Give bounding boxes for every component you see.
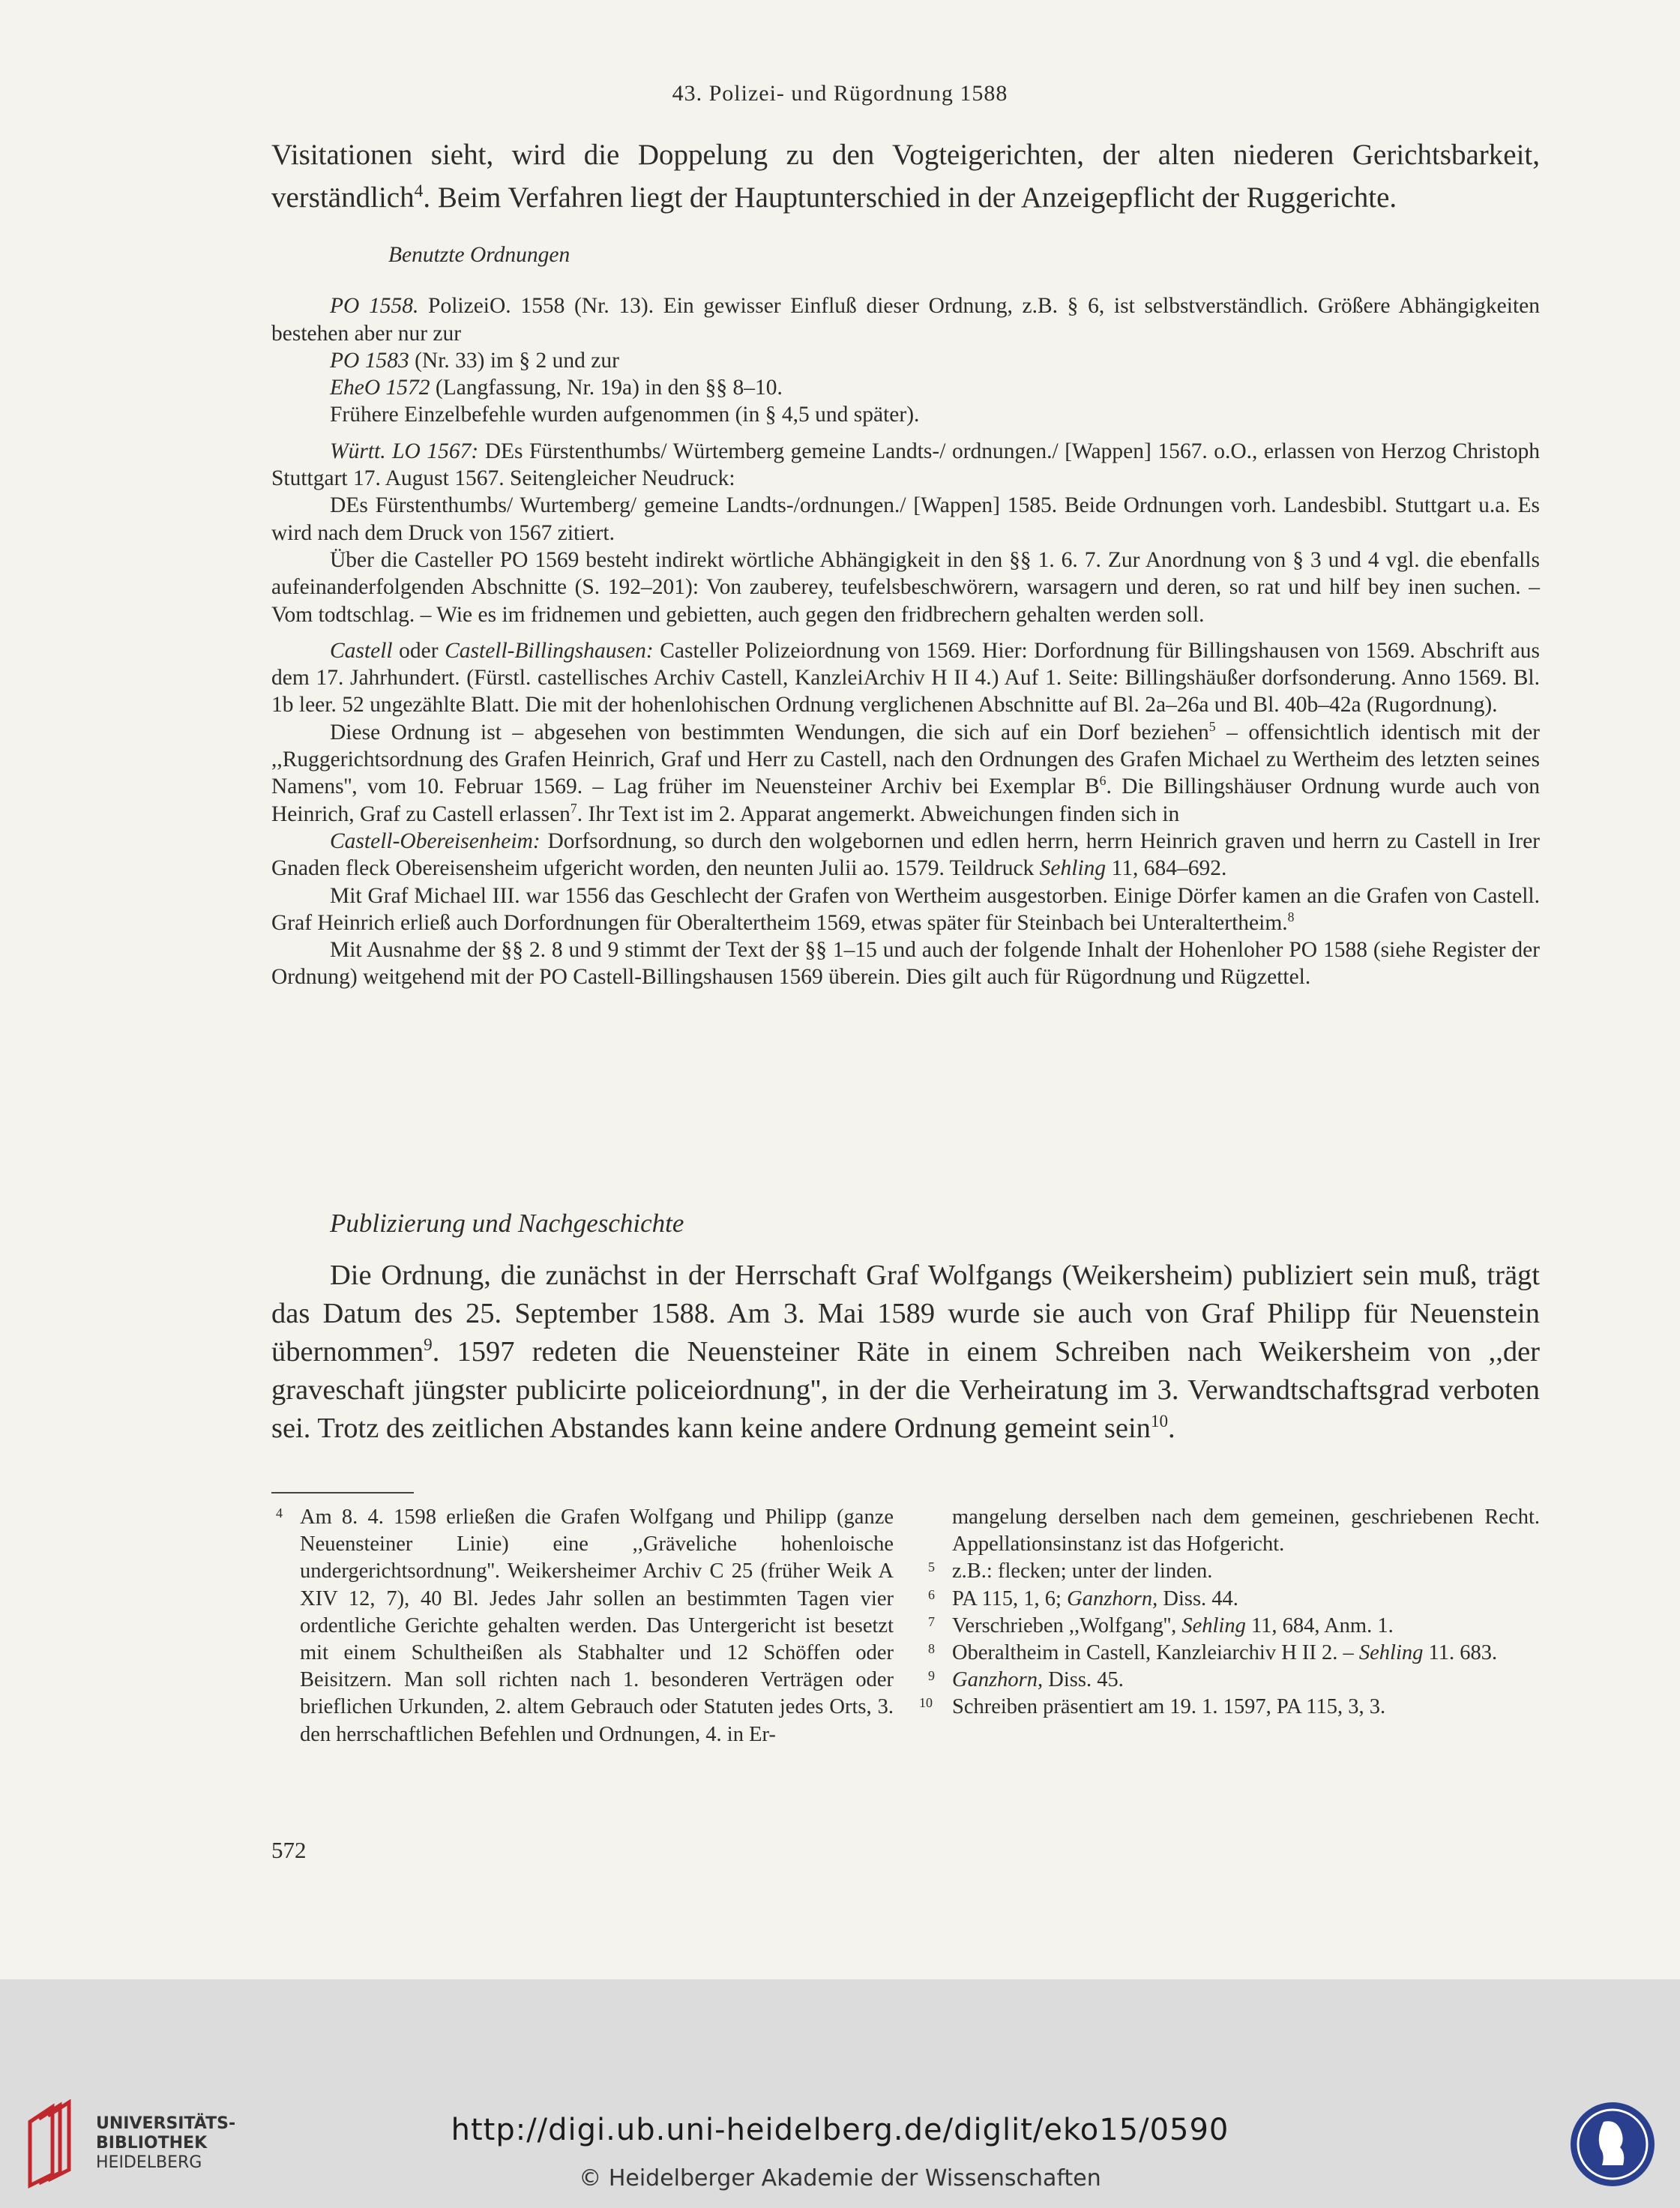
footnote-rule: [271, 1492, 414, 1493]
footnote-5: [924, 1558, 1540, 1585]
footnote-number: 4: [276, 1505, 283, 1520]
eheo-entry: [271, 374, 1540, 401]
footnote-italic: Ganzhorn,: [952, 1668, 1044, 1692]
publizierung-heading: Publizierung und Nachgeschichte: [330, 1209, 684, 1238]
entry-label: Castell-Obereisenheim:: [330, 828, 541, 853]
logo-line: BIBLIOTHEK: [96, 2134, 208, 2153]
footnote-text: Diss. 45.: [1043, 1668, 1124, 1692]
po1583-entry: [271, 347, 1540, 374]
pub-text: .: [1168, 1413, 1175, 1444]
footnote-ref-7[interactable]: 7: [570, 800, 577, 816]
entry-label: Castell: [330, 638, 393, 663]
intro-text: Visitationen sieht, wird die Doppelung zu den Vogteigerichten, der alten niederen Gerichtsbarkeit, verständlich: [271, 139, 1540, 214]
entry-text: Casteller Polizeiordnung von 1569. Hier: Dorfordnung für Billingshausen von 1569. Abschrift aus dem 17. Jahrhundert. (Fürstl. castellisches Archiv Castell, KanzleiArchiv H II 4.) Auf 1. Seite: Billingshäußer dorfsonderung. Anno 1569. Bl. 1b leer. 52 ungezählte Blatt. Die mit der hohenlohischen Ordnung verglichenen Abschnitte auf Bl. 2a–26a und Bl. 40b–42a (Rugordnung).: [271, 638, 1540, 718]
footnote-italic: Ganzhorn,: [1067, 1586, 1158, 1610]
neudruck-entry: DEs Fürstenthumbs/ Wurtemberg/ gemeine Landts-/ordnungen./ [Wappen] 1585. Beide Ordnungen vorh. Landesbibl. Stuttgart u.a. Es wird nach dem Druck von 1567 zitiert.: [271, 493, 1540, 545]
casteller-po-entry: Über die Casteller PO 1569 besteht indirekt wörtliche Abhängigkeit in den §§ 1. 6. 7. Zur Anordnung von § 3 und 4 vgl. die ebenfalls aufeinanderfolgenden Abschnitte (S. 192–201): Von zauberey, teufelsbeschwörern, warsagern und deren, so rat und hilf bey inen suchen. – Vom todtschlag. – Wie es im fridnemen und gebietten, auch gegen den fridbrechern gehalten werden soll.: [271, 547, 1540, 627]
section-heading: Benutzte Ordnungen: [388, 243, 570, 267]
copyright-notice: © Heidelberger Akademie der Wissenschaften: [579, 2165, 1101, 2192]
academy-seal-icon: [1568, 2099, 1658, 2189]
entry-label: EheO 1572: [330, 376, 430, 400]
footnote-6: [924, 1586, 1540, 1613]
footnote-text: z.B.: flecken; unter der linden.: [952, 1559, 1213, 1583]
footnote-ref-9[interactable]: 9: [424, 1335, 433, 1355]
logo-line: UNIVERSITÄTS-: [96, 2114, 236, 2133]
footnote-italic: Sehling: [1358, 1641, 1424, 1665]
footnote-4: [271, 1504, 894, 1748]
entry-label: PO 1583: [330, 348, 409, 373]
footnote-text: PA 115, 1, 6;: [952, 1586, 1068, 1610]
diese-ordnung-entry: [271, 719, 1540, 828]
footnote-7: [924, 1613, 1540, 1640]
footnote-8: [924, 1640, 1540, 1667]
footnote-text: 11, 684, Anm. 1.: [1245, 1613, 1394, 1637]
pub-text: Die Ordnung, die zunächst in der Herrschaft Graf Wolfgangs (Weikersheim) publiziert sein muß, trägt das Datum des 25. September 1588. Am 3. Mai 1589 wurde sie auch von Graf Philipp für Neuenstein übernommen: [271, 1260, 1540, 1368]
footnote-10: [919, 1694, 1540, 1721]
castell-entry: [271, 637, 1540, 719]
wuertt-entry: [271, 438, 1540, 493]
footnotes-left-column: [271, 1504, 894, 1748]
entry-text: 11, 684–692.: [1106, 856, 1227, 881]
footnote-text: 11. 683.: [1423, 1641, 1498, 1665]
permalink-url[interactable]: http://digi.ub.uni-heidelberg.de/diglit/eko15/0590: [451, 2113, 1229, 2147]
footnote-text: Am 8. 4. 1598 erließen die Grafen Wolfgang und Philipp (ganze Neuensteiner Linie) eine ,,Gräveliche hohenloische undergerichtsordnung''. Weikersheimer Archiv C 25 (früher Weik A XIV 12, 7), 40 Bl. Jedes Jahr sollen an bestimmten Tagen vier ordentliche Gerichte gehalten werden. Das Untergericht ist besetzt mit einem Schultheißen als Stabhalter und 12 Schöffen oder Beisitzern. Man soll richten nach 1. besonderen Verträgen oder brieflichen Urkunden, 2. altem Gebrauch oder Statuten jedes Orts, 3. den herrschaftlichen Befehlen und Ordnungen, 4. in Er-: [300, 1505, 894, 1746]
entry-text: PolizeiO. 1558 (Nr. 13). Ein gewisser Einfluß dieser Ordnung, z.B. § 6, ist selbstverständlich. Größere Abhängigkeiten bestehen aber nur zur: [271, 294, 1540, 346]
footnote-ref-5[interactable]: 5: [1208, 718, 1216, 734]
entry-text: . Die Billingshäuser Ordnung wurde auch von Heinrich, Graf zu Castell erlassen: [271, 774, 1541, 826]
footnote-9: [924, 1667, 1540, 1694]
page-number: 572: [271, 1837, 307, 1863]
publizierung-paragraph: [271, 1257, 1540, 1448]
michael-entry: [271, 882, 1540, 937]
entry-text: Dorfsordnung, so durch den wolgebornen und edlen herrn, herrn Heinrich graven und herrn zu Castell in Irer Gnaden fleck Obereisensheim ufgericht worden, den neunten Julii ao. 1579. Teildruck: [271, 828, 1540, 881]
footnote-italic: Sehling: [1181, 1613, 1246, 1637]
entry-text: (Langfassung, Nr. 19a) in den §§ 8–10.: [430, 376, 783, 400]
footnote-ref-10[interactable]: 10: [1150, 1411, 1168, 1431]
footnote-number: 9: [928, 1668, 935, 1684]
running-head: 43. Polizei- und Rügordnung 1588: [672, 81, 1008, 106]
footnote-4-continued: mangelung derselben nach dem gemeinen, geschriebenen Recht. Appellationsinstanz ist das Hofgericht.: [952, 1505, 1540, 1556]
entry-text: . Ihr Text ist im 2. Apparat angemerkt. Abweichungen finden sich in: [576, 801, 1180, 826]
entry-text: DEs Fürstenthumbs/ Würtemberg gemeine Landts-/ ordnungen./ [Wappen] 1567. o.O., erlassen von Herzog Christoph Stuttgart 17. August 1567. Seitengleicher Neudruck:: [271, 439, 1540, 491]
footnote-number: 6: [928, 1586, 935, 1602]
footnote-ref-4[interactable]: 4: [414, 181, 424, 201]
footnote-ref-6[interactable]: 6: [1099, 773, 1107, 789]
benutzte-ordnungen-section: [271, 241, 1540, 991]
footnote-text: Schreiben präsentiert am 19. 1. 1597, PA 115, 3, 3.: [952, 1695, 1386, 1719]
footnote-number: 8: [928, 1641, 935, 1657]
library-footer: [0, 1979, 1680, 2208]
entry-label: Sehling: [1039, 856, 1107, 881]
pub-text: . 1597 redeten die Neuensteiner Räte in einem Schreiben nach Weikersheim von ,,der graveschaft jüngster publicirte policeiordnung'', in der die Verheiratung im 3. Verwandtschaftsgrad verboten sei. Trotz des zeitlichen Abstandes kann keine andere Ordnung gemeint sein: [271, 1336, 1540, 1444]
entry-label: Württ. LO 1567:: [330, 439, 479, 463]
footnote-number: 5: [928, 1559, 935, 1575]
entry-label: PO 1558.: [330, 294, 419, 319]
footnote-ref-8[interactable]: 8: [1287, 909, 1295, 924]
logo-line: HEIDELBERG: [96, 2153, 202, 2172]
intro-paragraph: [271, 133, 1540, 219]
footnote-number: 7: [928, 1613, 935, 1629]
footnotes-right-column: [919, 1504, 1540, 1721]
footnote-text: Verschrieben ,,Wolfgang'',: [952, 1613, 1182, 1637]
footnote-text: Diss. 44.: [1157, 1586, 1238, 1610]
entry-text: (Nr. 33) im § 2 und zur: [409, 348, 619, 373]
intro-tail: . Beim Verfahren liegt der Hauptunterschied in der Anzeigepflicht der Ruggerichte.: [423, 181, 1397, 214]
entry-text: – offensichtlich identisch mit der ,,Ruggerichtsordnung des Grafen Heinrich, Graf und Herr zu Castell, nach den Ordnungen des Grafen Michael zu Wertheim des letzten seines Namens'', vom 10. Februar 1569. – Lag früher im Neuensteiner Archiv bei Exemplar B: [271, 720, 1541, 799]
obereisenheim-entry: [271, 828, 1540, 882]
frueher-entry: Frühere Einzelbefehle wurden aufgenommen (in § 4,5 und später).: [330, 403, 920, 427]
entry-label: Castell-Billingshausen:: [445, 638, 654, 663]
entry-text: oder: [392, 638, 445, 663]
entry-text: Diese Ordnung ist – abgesehen von bestimmten Wendungen, die sich auf ein Dorf beziehen: [330, 720, 1209, 744]
ausnahme-entry: Mit Ausnahme der §§ 2. 8 und 9 stimmt der Text der §§ 1–15 und auch der folgende Inhalt der Hohenloher PO 1588 (siehe Register der Ordnung) weitgehend mit der PO Castell-Billingshausen 1569 überein. Dies gilt auch für Rügordnung und Rügzettel.: [271, 938, 1540, 990]
footnote-text: Oberaltheim in Castell, Kanzleiarchiv H II 2. –: [952, 1641, 1359, 1665]
po1558-entry: [271, 292, 1540, 347]
footnote-number: 10: [919, 1695, 933, 1711]
entry-text: Mit Graf Michael III. war 1556 das Geschlecht der Grafen von Wertheim ausgestorben. Einige Dörfer kamen an die Grafen von Castell. Graf Heinrich erließ auch Dorfordnungen für Oberaltertheim 1569, etwas später für Steinbach bei Unteraltertheim.: [271, 883, 1540, 935]
